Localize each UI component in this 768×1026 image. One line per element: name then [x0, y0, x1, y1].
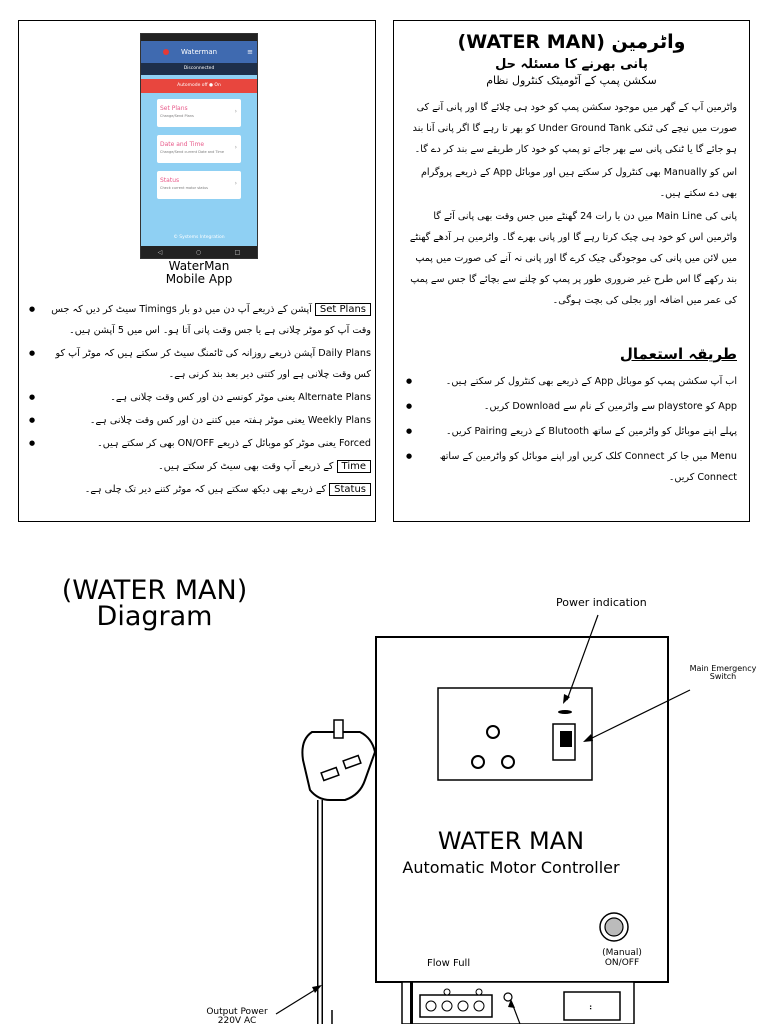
keyword-box: Set Plans: [315, 303, 371, 316]
label-line: Output Power: [206, 1007, 268, 1017]
diagram-title-line: Diagram: [96, 601, 213, 632]
item-text: کے ذریعے بھی دیکھ سکتے ہیں کہ موٹر کتنے دیر تک چلی ہے۔: [84, 484, 327, 495]
label-line: Switch: [709, 672, 737, 681]
power-indicator-led: [558, 710, 572, 714]
device-subtitle: Automatic Motor Controller: [402, 858, 620, 877]
item-text: Weekly Plans یعنی موٹر ہفتہ میں کتنے دن اور کس وقت چلانی ہے۔: [89, 415, 371, 426]
device-title: WATER MAN: [437, 827, 585, 855]
card-title: Date and Time: [160, 141, 205, 148]
card-subtitle: Change/Send Plans: [160, 114, 194, 118]
app-footer: © Systems Integration: [173, 235, 225, 240]
keyword-box: Time: [337, 460, 371, 473]
document-title: واٹرمین (WATER MAN): [457, 31, 686, 53]
item-text: Forced یعنی موٹر کو موبائل کے ذریعے ON/OFF بھی کر سکتے ہیں۔: [97, 438, 371, 449]
label-line: (Manual): [602, 948, 642, 958]
plug-icon: [302, 720, 375, 1024]
socket-hole: [472, 756, 484, 768]
connection-status: Disconnected: [141, 63, 257, 75]
label-line: 220V AC: [217, 1016, 257, 1026]
flow-full-label: Flow Full: [427, 958, 471, 969]
paragraph: واٹرمین آپ کے گھر میں موجود سکشن پمپ کو خود ہی چلائے گا اور پانی آنے کی صورت میں نیچے کی ٹنکی Under Ground Tank کو بھر تا رہے گا اگر پانی آنا بند ہو جائے گا یا ٹنکی پانی سے بھر جائے تو پمپ کو خود کار طریقے سے بند کر دے گا۔: [412, 102, 737, 155]
list-item: Menu میں جا کر Connect کلک کریں اور اپنے موبائل کو واٹرمین کے ساتھ Connect کریں۔ ●: [406, 446, 737, 488]
keyword-box: Status: [329, 483, 371, 496]
chevron-right-icon: ›: [234, 108, 237, 115]
caption-line: Mobile App: [165, 272, 233, 286]
card-subtitle: Check current motor status: [160, 186, 208, 190]
item-text: Alternate Plans یعنی موٹر کونسے دن اور کس وقت چلانی ہے۔: [110, 392, 371, 403]
item-text: کے ذریعے آپ وقت بھی سیٹ کر سکتے ہیں۔: [158, 461, 334, 472]
socket-hole: [487, 726, 499, 738]
card-subtitle: Change/Send current Date and Time: [160, 150, 224, 154]
caption-line: WaterMan: [168, 259, 230, 273]
back-icon: ◁: [157, 248, 163, 256]
usage-heading: طریقہ استعمال: [619, 345, 737, 363]
document-subtitle: پانی بھرنے کا مسئلہ حل: [495, 57, 648, 72]
menu-icon: ≡: [247, 48, 253, 56]
svg-text:⠆: ⠆: [588, 1003, 596, 1013]
power-indication-label: Power indication: [556, 596, 647, 609]
document-tagline: سکشن پمپ کے آٹومیٹک کنٹرول نظام: [486, 74, 657, 87]
automode-toggle: Automode off ● On: [141, 79, 257, 93]
manual-switch-label: [592, 948, 652, 968]
recents-icon: □: [234, 248, 241, 256]
app-title: Waterman: [180, 48, 218, 56]
paragraph: پانی کی Main Line میں دن یا رات 24 گھنٹے میں جس وقت بھی پانی آئے گا واٹرمین اس کو خود ہی چیک کرتا رہے گا اور پانی بھرے گا۔ واٹرمین ہر آدھے گھنٹے میں لائن میں پانی کی موجودگی چیک کرے گا اور پانی نہ آنے کی صورت میں پمپ بند رکھے گا اس طرح غیر ضروری طور پر پمپ کو چلنے سے بچائے گا جس سے پمپ کی عمر میں اضافہ اور بجلی کی بچت ہوگی۔: [409, 211, 737, 306]
label-line: Main Emergency: [689, 664, 757, 673]
list-item: App کو playstore سے واٹرمین کے نام سے Download کریں۔ ●: [406, 396, 737, 417]
chevron-right-icon: ›: [234, 144, 237, 151]
list-item: اب آپ سکشن پمپ کو موبائل App کے ذریعے بھی کنٹرول کر سکتے ہیں۔ ●: [406, 371, 737, 392]
card-title: Status: [160, 177, 180, 184]
emergency-switch-label: [678, 665, 768, 681]
chevron-right-icon: ›: [234, 180, 237, 187]
list-item: پہلے اپنے موبائل کو واٹرمین کے ساتھ Blutooth کے ذریعے Pairing کریں۔ ●: [406, 421, 737, 442]
card-title: Set Plans: [160, 105, 188, 112]
home-icon: ○: [195, 248, 202, 256]
output-power-label: [198, 1008, 276, 1026]
socket-hole: [502, 756, 514, 768]
diagram-title-line: (WATER MAN): [61, 575, 248, 606]
paragraph: اس کو Manually بھی کنٹرول کر سکتے ہیں اور موبائل App کے ذریعے پروگرام بھی دے سکتے ہیں۔: [420, 167, 737, 199]
item-text: Daily Plans آپشن ذریعے روزانہ کی ٹائمنگ سیٹ کر سکتے ہیں کہ موٹر آپ کو کس وقت چلانی ہے اور کتنی دیر بعد بند کرنی ہے۔: [55, 348, 371, 380]
item-text: آپشن کے ذریعے آپ دن میں دو بار Timings سیٹ کر دیں کہ جس وقت آپ کو موٹر چلانی ہے یا جس وقت پانی آتا ہو۔ اس میں 5 آپشن ہیں۔: [51, 304, 371, 336]
label-line: ON/OFF: [604, 958, 640, 968]
